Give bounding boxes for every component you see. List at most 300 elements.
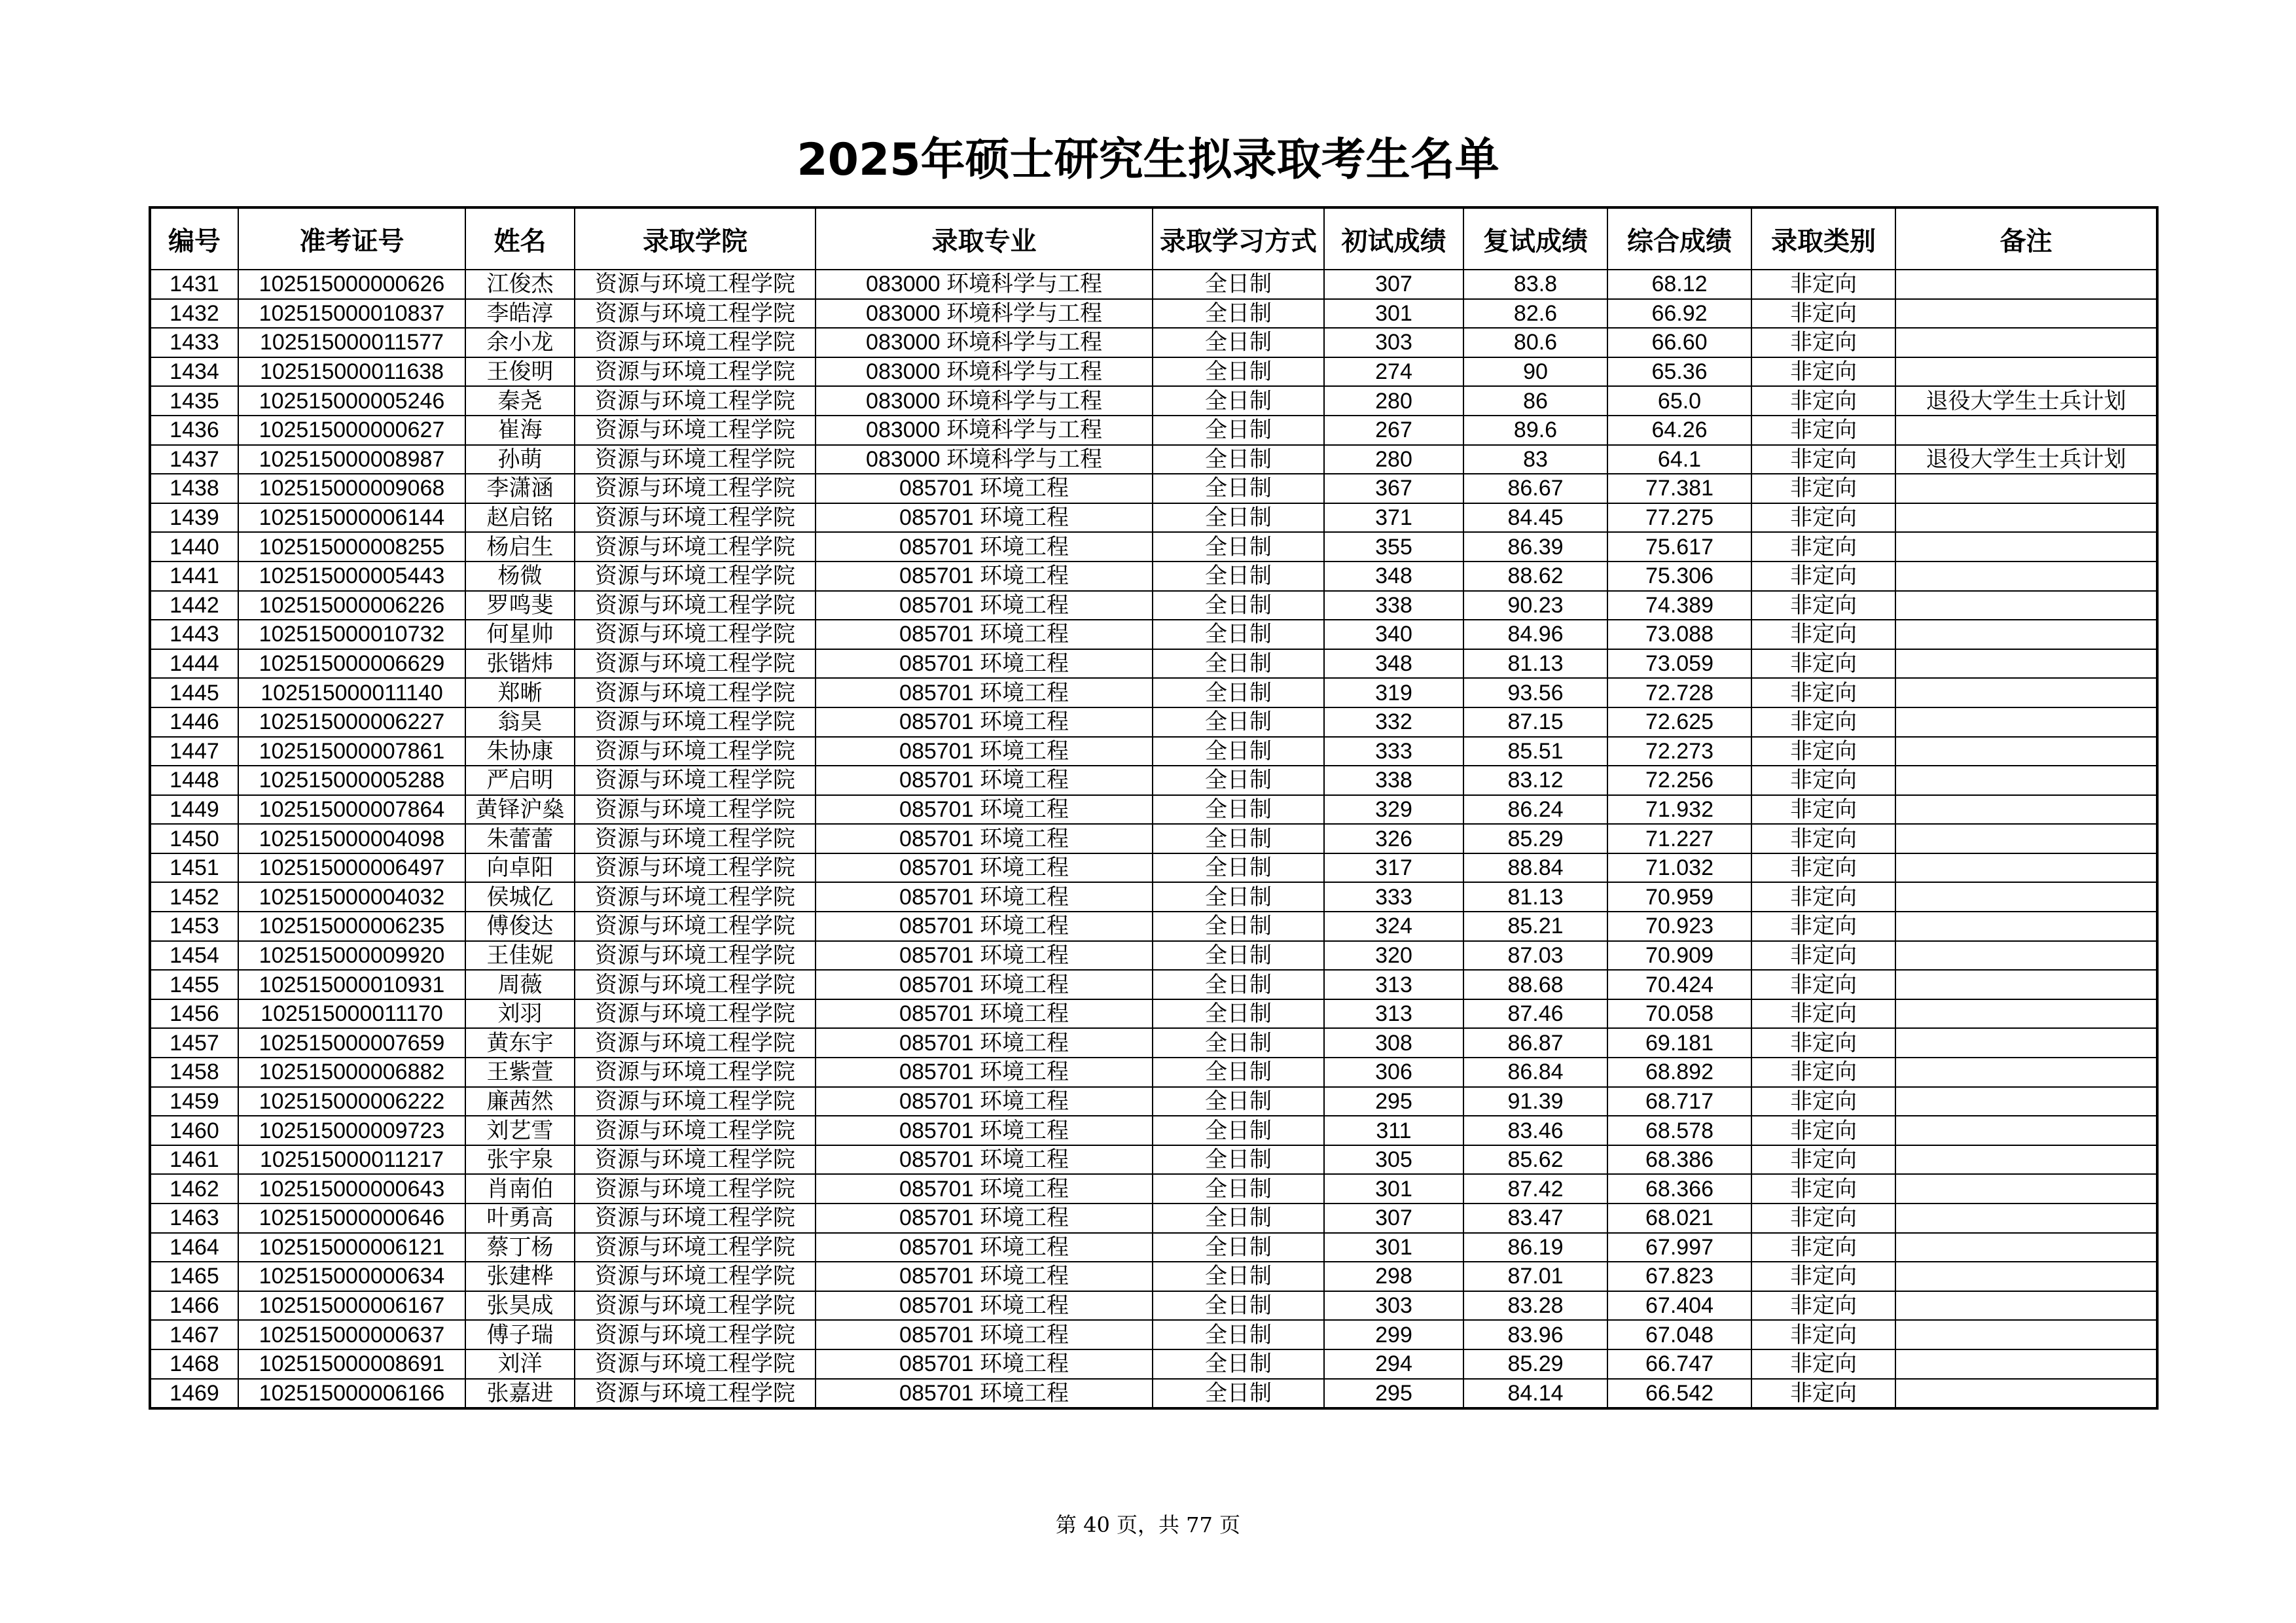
- cell-total-score: 66.747: [1607, 1349, 1751, 1379]
- cell-exam-number: 102515000006235: [238, 912, 465, 941]
- cell-initial-score: 371: [1324, 503, 1463, 533]
- cell-college: 资源与环境工程学院: [575, 970, 816, 999]
- cell-study-mode: 全日制: [1153, 1262, 1324, 1291]
- cell-major: 085701 环境工程: [816, 1145, 1153, 1175]
- cell-major: 085701 环境工程: [816, 970, 1153, 999]
- cell-name: 赵启铭: [465, 503, 575, 533]
- cell-note: [1895, 1145, 2157, 1175]
- cell-id: 1453: [150, 912, 238, 941]
- cell-id: 1454: [150, 941, 238, 971]
- cell-initial-score: 348: [1324, 649, 1463, 679]
- cell-exam-number: 102515000011170: [238, 999, 465, 1029]
- cell-study-mode: 全日制: [1153, 1145, 1324, 1175]
- cell-name: 王佳妮: [465, 941, 575, 971]
- cell-retest-score: 83.28: [1463, 1291, 1607, 1321]
- cell-major: 085701 环境工程: [816, 882, 1153, 912]
- cell-category: 非定向: [1751, 503, 1895, 533]
- cell-id: 1465: [150, 1262, 238, 1291]
- cell-study-mode: 全日制: [1153, 270, 1324, 299]
- cell-major: 085701 环境工程: [816, 1174, 1153, 1204]
- cell-exam-number: 102515000004098: [238, 824, 465, 853]
- cell-total-score: 64.1: [1607, 445, 1751, 474]
- cell-exam-number: 102515000007864: [238, 795, 465, 825]
- cell-total-score: 68.717: [1607, 1087, 1751, 1116]
- cell-study-mode: 全日制: [1153, 620, 1324, 649]
- cell-college: 资源与环境工程学院: [575, 737, 816, 766]
- cell-id: 1456: [150, 999, 238, 1029]
- cell-retest-score: 85.51: [1463, 737, 1607, 766]
- cell-major: 085701 环境工程: [816, 1291, 1153, 1321]
- cell-study-mode: 全日制: [1153, 1349, 1324, 1379]
- cell-retest-score: 83: [1463, 445, 1607, 474]
- cell-note: [1895, 649, 2157, 679]
- cell-category: 非定向: [1751, 795, 1895, 825]
- cell-exam-number: 102515000000637: [238, 1320, 465, 1349]
- cell-retest-score: 81.13: [1463, 882, 1607, 912]
- cell-total-score: 68.366: [1607, 1174, 1751, 1204]
- cell-id: 1431: [150, 270, 238, 299]
- cell-college: 资源与环境工程学院: [575, 503, 816, 533]
- cell-study-mode: 全日制: [1153, 649, 1324, 679]
- cell-total-score: 70.058: [1607, 999, 1751, 1029]
- cell-total-score: 71.032: [1607, 853, 1751, 883]
- table-row: [150, 416, 2157, 445]
- cell-id: 1433: [150, 328, 238, 357]
- cell-study-mode: 全日制: [1153, 766, 1324, 795]
- table-row: [150, 678, 2157, 707]
- cell-exam-number: 102515000006121: [238, 1233, 465, 1262]
- cell-college: 资源与环境工程学院: [575, 941, 816, 971]
- table-row: [150, 999, 2157, 1029]
- cell-id: 1449: [150, 795, 238, 825]
- cell-total-score: 66.92: [1607, 299, 1751, 329]
- cell-major: 085701 环境工程: [816, 1233, 1153, 1262]
- cell-retest-score: 86.67: [1463, 474, 1607, 503]
- cell-college: 资源与环境工程学院: [575, 620, 816, 649]
- cell-study-mode: 全日制: [1153, 824, 1324, 853]
- cell-initial-score: 295: [1324, 1087, 1463, 1116]
- cell-exam-number: 102515000008255: [238, 532, 465, 562]
- cell-category: 非定向: [1751, 999, 1895, 1029]
- cell-college: 资源与环境工程学院: [575, 1145, 816, 1175]
- cell-id: 1451: [150, 853, 238, 883]
- cell-retest-score: 85.29: [1463, 824, 1607, 853]
- cell-major: 085701 环境工程: [816, 707, 1153, 737]
- cell-category: 非定向: [1751, 1058, 1895, 1087]
- cell-name: 江俊杰: [465, 270, 575, 299]
- cell-initial-score: 303: [1324, 328, 1463, 357]
- cell-college: 资源与环境工程学院: [575, 270, 816, 299]
- cell-exam-number: 102515000006882: [238, 1058, 465, 1087]
- cell-category: 非定向: [1751, 1291, 1895, 1321]
- cell-total-score: 67.404: [1607, 1291, 1751, 1321]
- cell-exam-number: 102515000005288: [238, 766, 465, 795]
- cell-id: 1446: [150, 707, 238, 737]
- cell-college: 资源与环境工程学院: [575, 1291, 816, 1321]
- cell-note: [1895, 620, 2157, 649]
- cell-college: 资源与环境工程学院: [575, 1379, 816, 1409]
- cell-retest-score: 90.23: [1463, 591, 1607, 620]
- cell-initial-score: 355: [1324, 532, 1463, 562]
- cell-total-score: 75.617: [1607, 532, 1751, 562]
- cell-total-score: 64.26: [1607, 416, 1751, 445]
- cell-study-mode: 全日制: [1153, 737, 1324, 766]
- cell-retest-score: 83.47: [1463, 1204, 1607, 1233]
- cell-retest-score: 83.46: [1463, 1116, 1607, 1145]
- cell-note: [1895, 1233, 2157, 1262]
- cell-note: [1895, 707, 2157, 737]
- column-header: 姓名: [465, 207, 575, 270]
- cell-id: 1437: [150, 445, 238, 474]
- cell-name: 杨启生: [465, 532, 575, 562]
- cell-category: 非定向: [1751, 882, 1895, 912]
- cell-retest-score: 85.62: [1463, 1145, 1607, 1175]
- cell-note: [1895, 270, 2157, 299]
- cell-name: 张昊成: [465, 1291, 575, 1321]
- cell-name: 李潇涵: [465, 474, 575, 503]
- cell-study-mode: 全日制: [1153, 532, 1324, 562]
- cell-name: 叶勇高: [465, 1204, 575, 1233]
- cell-major: 085701 环境工程: [816, 1379, 1153, 1409]
- cell-college: 资源与环境工程学院: [575, 328, 816, 357]
- cell-study-mode: 全日制: [1153, 678, 1324, 707]
- cell-initial-score: 332: [1324, 707, 1463, 737]
- cell-note: [1895, 678, 2157, 707]
- cell-retest-score: 86.19: [1463, 1233, 1607, 1262]
- cell-note: [1895, 1379, 2157, 1409]
- cell-college: 资源与环境工程学院: [575, 999, 816, 1029]
- cell-name: 张嘉进: [465, 1379, 575, 1409]
- cell-major: 085701 环境工程: [816, 999, 1153, 1029]
- cell-exam-number: 102515000010837: [238, 299, 465, 329]
- cell-name: 张锴炜: [465, 649, 575, 679]
- table-row: [150, 503, 2157, 533]
- cell-category: 非定向: [1751, 1204, 1895, 1233]
- cell-total-score: 68.021: [1607, 1204, 1751, 1233]
- cell-note: [1895, 357, 2157, 387]
- cell-id: 1438: [150, 474, 238, 503]
- cell-retest-score: 88.62: [1463, 562, 1607, 591]
- cell-initial-score: 348: [1324, 562, 1463, 591]
- table-row: [150, 1291, 2157, 1321]
- cell-study-mode: 全日制: [1153, 1320, 1324, 1349]
- cell-id: 1435: [150, 386, 238, 416]
- cell-initial-score: 307: [1324, 1204, 1463, 1233]
- cell-note: [1895, 766, 2157, 795]
- cell-name: 何星帅: [465, 620, 575, 649]
- cell-study-mode: 全日制: [1153, 474, 1324, 503]
- cell-college: 资源与环境工程学院: [575, 1349, 816, 1379]
- cell-college: 资源与环境工程学院: [575, 1320, 816, 1349]
- cell-major: 085701 环境工程: [816, 1087, 1153, 1116]
- cell-major: 085701 环境工程: [816, 649, 1153, 679]
- cell-id: 1443: [150, 620, 238, 649]
- cell-initial-score: 340: [1324, 620, 1463, 649]
- cell-college: 资源与环境工程学院: [575, 1233, 816, 1262]
- table-row: [150, 299, 2157, 329]
- cell-total-score: 67.048: [1607, 1320, 1751, 1349]
- cell-initial-score: 280: [1324, 445, 1463, 474]
- table-row: [150, 824, 2157, 853]
- cell-note: [1895, 591, 2157, 620]
- cell-note: [1895, 1116, 2157, 1145]
- cell-category: 非定向: [1751, 620, 1895, 649]
- cell-retest-score: 81.13: [1463, 649, 1607, 679]
- cell-study-mode: 全日制: [1153, 1233, 1324, 1262]
- cell-id: 1432: [150, 299, 238, 329]
- cell-retest-score: 88.84: [1463, 853, 1607, 883]
- cell-initial-score: 333: [1324, 737, 1463, 766]
- cell-note: [1895, 999, 2157, 1029]
- cell-total-score: 70.923: [1607, 912, 1751, 941]
- cell-category: 非定向: [1751, 1233, 1895, 1262]
- cell-initial-score: 301: [1324, 1233, 1463, 1262]
- cell-exam-number: 102515000005246: [238, 386, 465, 416]
- cell-major: 085701 环境工程: [816, 620, 1153, 649]
- cell-retest-score: 86.87: [1463, 1028, 1607, 1058]
- cell-initial-score: 280: [1324, 386, 1463, 416]
- cell-major: 085701 环境工程: [816, 795, 1153, 825]
- cell-major: 083000 环境科学与工程: [816, 299, 1153, 329]
- cell-category: 非定向: [1751, 386, 1895, 416]
- cell-category: 非定向: [1751, 328, 1895, 357]
- cell-initial-score: 367: [1324, 474, 1463, 503]
- cell-exam-number: 102515000008987: [238, 445, 465, 474]
- cell-exam-number: 102515000010732: [238, 620, 465, 649]
- cell-note: [1895, 1349, 2157, 1379]
- table-row: [150, 357, 2157, 387]
- cell-id: 1457: [150, 1028, 238, 1058]
- cell-category: 非定向: [1751, 1087, 1895, 1116]
- cell-retest-score: 85.21: [1463, 912, 1607, 941]
- cell-category: 非定向: [1751, 707, 1895, 737]
- cell-major: 083000 环境科学与工程: [816, 416, 1153, 445]
- cell-initial-score: 313: [1324, 999, 1463, 1029]
- table-row: [150, 766, 2157, 795]
- cell-major: 085701 环境工程: [816, 1204, 1153, 1233]
- table-row: [150, 1320, 2157, 1349]
- cell-major: 085701 环境工程: [816, 562, 1153, 591]
- table-row: [150, 445, 2157, 474]
- cell-category: 非定向: [1751, 1379, 1895, 1409]
- column-header: 录取专业: [816, 207, 1153, 270]
- cell-study-mode: 全日制: [1153, 299, 1324, 329]
- cell-initial-score: 311: [1324, 1116, 1463, 1145]
- cell-exam-number: 102515000011140: [238, 678, 465, 707]
- cell-name: 傅子瑞: [465, 1320, 575, 1349]
- cell-category: 非定向: [1751, 1174, 1895, 1204]
- table-row: [150, 328, 2157, 357]
- cell-initial-score: 338: [1324, 591, 1463, 620]
- cell-category: 非定向: [1751, 532, 1895, 562]
- cell-exam-number: 102515000006227: [238, 707, 465, 737]
- table-row: [150, 620, 2157, 649]
- cell-name: 李皓淳: [465, 299, 575, 329]
- cell-exam-number: 102515000010931: [238, 970, 465, 999]
- cell-exam-number: 102515000011638: [238, 357, 465, 387]
- cell-initial-score: 267: [1324, 416, 1463, 445]
- cell-study-mode: 全日制: [1153, 1058, 1324, 1087]
- page-footer: 第 40 页，共 77 页: [1055, 1512, 1241, 1537]
- cell-note: [1895, 1262, 2157, 1291]
- cell-total-score: 72.728: [1607, 678, 1751, 707]
- cell-id: 1441: [150, 562, 238, 591]
- cell-note: [1895, 1291, 2157, 1321]
- cell-initial-score: 294: [1324, 1349, 1463, 1379]
- cell-study-mode: 全日制: [1153, 1174, 1324, 1204]
- cell-major: 085701 环境工程: [816, 591, 1153, 620]
- cell-study-mode: 全日制: [1153, 795, 1324, 825]
- cell-retest-score: 84.96: [1463, 620, 1607, 649]
- cell-exam-number: 102515000006144: [238, 503, 465, 533]
- cell-college: 资源与环境工程学院: [575, 562, 816, 591]
- cell-total-score: 73.088: [1607, 620, 1751, 649]
- cell-exam-number: 102515000007861: [238, 737, 465, 766]
- cell-note: [1895, 532, 2157, 562]
- cell-initial-score: 326: [1324, 824, 1463, 853]
- cell-total-score: 70.909: [1607, 941, 1751, 971]
- table-row: [150, 882, 2157, 912]
- cell-initial-score: 308: [1324, 1028, 1463, 1058]
- cell-total-score: 70.959: [1607, 882, 1751, 912]
- cell-retest-score: 93.56: [1463, 678, 1607, 707]
- cell-name: 郑晰: [465, 678, 575, 707]
- cell-total-score: 67.997: [1607, 1233, 1751, 1262]
- cell-category: 非定向: [1751, 853, 1895, 883]
- cell-id: 1450: [150, 824, 238, 853]
- cell-total-score: 74.389: [1607, 591, 1751, 620]
- cell-college: 资源与环境工程学院: [575, 912, 816, 941]
- table-row: [150, 912, 2157, 941]
- cell-initial-score: 299: [1324, 1320, 1463, 1349]
- table-row: [150, 853, 2157, 883]
- table-row: [150, 737, 2157, 766]
- column-header: 编号: [150, 207, 238, 270]
- cell-name: 周薇: [465, 970, 575, 999]
- cell-initial-score: 303: [1324, 1291, 1463, 1321]
- cell-total-score: 68.578: [1607, 1116, 1751, 1145]
- cell-exam-number: 102515000007659: [238, 1028, 465, 1058]
- cell-study-mode: 全日制: [1153, 941, 1324, 971]
- cell-college: 资源与环境工程学院: [575, 1058, 816, 1087]
- cell-note: [1895, 853, 2157, 883]
- cell-major: 085701 环境工程: [816, 678, 1153, 707]
- cell-initial-score: 274: [1324, 357, 1463, 387]
- cell-total-score: 77.381: [1607, 474, 1751, 503]
- cell-note: [1895, 970, 2157, 999]
- cell-retest-score: 80.6: [1463, 328, 1607, 357]
- cell-name: 张建桦: [465, 1262, 575, 1291]
- cell-name: 余小龙: [465, 328, 575, 357]
- cell-note: [1895, 795, 2157, 825]
- cell-study-mode: 全日制: [1153, 562, 1324, 591]
- cell-name: 黄铎沪燊: [465, 795, 575, 825]
- cell-retest-score: 87.15: [1463, 707, 1607, 737]
- cell-study-mode: 全日制: [1153, 357, 1324, 387]
- cell-name: 崔海: [465, 416, 575, 445]
- cell-note: [1895, 737, 2157, 766]
- cell-total-score: 70.424: [1607, 970, 1751, 999]
- cell-initial-score: 298: [1324, 1262, 1463, 1291]
- cell-major: 085701 环境工程: [816, 503, 1153, 533]
- table-body: [150, 270, 2157, 1408]
- cell-total-score: 68.386: [1607, 1145, 1751, 1175]
- cell-total-score: 72.273: [1607, 737, 1751, 766]
- column-header: 初试成绩: [1324, 207, 1463, 270]
- cell-exam-number: 102515000011217: [238, 1145, 465, 1175]
- cell-category: 非定向: [1751, 445, 1895, 474]
- cell-id: 1467: [150, 1320, 238, 1349]
- cell-initial-score: 338: [1324, 766, 1463, 795]
- cell-initial-score: 301: [1324, 299, 1463, 329]
- table-row: [150, 270, 2157, 299]
- cell-name: 侯城亿: [465, 882, 575, 912]
- cell-study-mode: 全日制: [1153, 328, 1324, 357]
- column-header: 复试成绩: [1463, 207, 1607, 270]
- cell-college: 资源与环境工程学院: [575, 1262, 816, 1291]
- cell-id: 1464: [150, 1233, 238, 1262]
- cell-study-mode: 全日制: [1153, 853, 1324, 883]
- cell-college: 资源与环境工程学院: [575, 1204, 816, 1233]
- cell-id: 1463: [150, 1204, 238, 1233]
- cell-note: [1895, 416, 2157, 445]
- cell-major: 085701 环境工程: [816, 737, 1153, 766]
- table-row: [150, 1174, 2157, 1204]
- cell-college: 资源与环境工程学院: [575, 853, 816, 883]
- cell-total-score: 67.823: [1607, 1262, 1751, 1291]
- cell-category: 非定向: [1751, 357, 1895, 387]
- table-header-row: [150, 207, 2157, 270]
- cell-name: 翁昊: [465, 707, 575, 737]
- cell-initial-score: 319: [1324, 678, 1463, 707]
- cell-category: 非定向: [1751, 416, 1895, 445]
- cell-major: 085701 环境工程: [816, 532, 1153, 562]
- cell-name: 孙萌: [465, 445, 575, 474]
- cell-major: 083000 环境科学与工程: [816, 328, 1153, 357]
- cell-study-mode: 全日制: [1153, 445, 1324, 474]
- cell-id: 1448: [150, 766, 238, 795]
- cell-note: [1895, 1087, 2157, 1116]
- cell-note: [1895, 562, 2157, 591]
- cell-major: 085701 环境工程: [816, 766, 1153, 795]
- cell-id: 1452: [150, 882, 238, 912]
- cell-college: 资源与环境工程学院: [575, 707, 816, 737]
- page-title: 2025年硕士研究生拟录取考生名单: [797, 134, 1499, 186]
- cell-id: 1461: [150, 1145, 238, 1175]
- cell-major: 085701 环境工程: [816, 853, 1153, 883]
- cell-college: 资源与环境工程学院: [575, 474, 816, 503]
- cell-study-mode: 全日制: [1153, 1379, 1324, 1409]
- cell-note: [1895, 941, 2157, 971]
- cell-id: 1462: [150, 1174, 238, 1204]
- cell-id: 1445: [150, 678, 238, 707]
- cell-initial-score: 301: [1324, 1174, 1463, 1204]
- cell-category: 非定向: [1751, 970, 1895, 999]
- cell-exam-number: 102515000000626: [238, 270, 465, 299]
- cell-retest-score: 87.01: [1463, 1262, 1607, 1291]
- cell-category: 非定向: [1751, 1262, 1895, 1291]
- cell-college: 资源与环境工程学院: [575, 882, 816, 912]
- cell-retest-score: 83.12: [1463, 766, 1607, 795]
- column-header: 录取学院: [575, 207, 816, 270]
- cell-name: 肖南伯: [465, 1174, 575, 1204]
- cell-retest-score: 86.39: [1463, 532, 1607, 562]
- cell-exam-number: 102515000004032: [238, 882, 465, 912]
- cell-study-mode: 全日制: [1153, 999, 1324, 1029]
- cell-id: 1466: [150, 1291, 238, 1321]
- column-header: 准考证号: [238, 207, 465, 270]
- cell-exam-number: 102515000009920: [238, 941, 465, 971]
